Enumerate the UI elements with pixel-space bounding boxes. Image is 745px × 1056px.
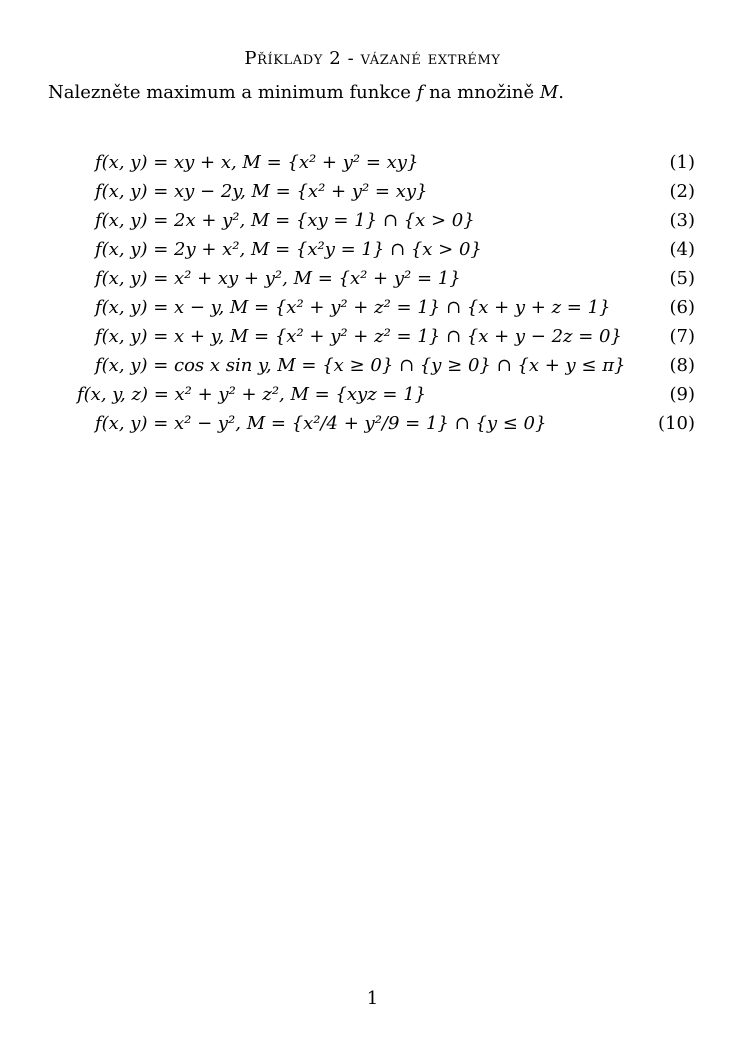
equation-number: (8) — [669, 355, 695, 376]
equation-row — [0, 351, 745, 380]
equation-expression: f(x, y) = x + y, M = {x² + y² + z² = 1} ∩ {x + y − 2z = 0} — [95, 326, 622, 347]
equation-row — [0, 380, 745, 409]
equation-number: (9) — [669, 384, 695, 405]
intro-text-before: Nalezněte maximum a minimum funkce — [48, 82, 417, 103]
intro-var-f: f — [416, 82, 424, 103]
equation-number: (6) — [669, 297, 695, 318]
equation-expression: f(x, y) = 2x + y², M = {xy = 1} ∩ {x > 0} — [95, 210, 475, 231]
equation-row — [0, 409, 745, 438]
document-title: Příklady 2 - vázané extrémy — [244, 48, 501, 69]
page-number: 1 — [366, 988, 379, 1009]
equation-row — [0, 264, 745, 293]
equation-list — [0, 148, 745, 438]
equation-row — [0, 148, 745, 177]
equation-row — [0, 206, 745, 235]
equation-expression: f(x, y) = x² − y², M = {x²/4 + y²/9 = 1} ∩ {y ≤ 0} — [95, 413, 547, 434]
equation-number: (3) — [669, 210, 695, 231]
equation-expression: f(x, y) = x − y, M = {x² + y² + z² = 1} ∩ {x + y + z = 1} — [95, 297, 611, 318]
equation-row — [0, 293, 745, 322]
equation-expression: f(x, y) = xy + x, M = {x² + y² = xy} — [95, 152, 419, 173]
equation-row — [0, 177, 745, 206]
intro-var-m: M — [539, 82, 559, 103]
equation-number: (5) — [669, 268, 695, 289]
intro-sentence — [48, 82, 564, 103]
equation-number: (10) — [658, 413, 695, 434]
equation-row — [0, 235, 745, 264]
equation-number: (4) — [669, 239, 695, 260]
equation-expression: f(x, y) = xy − 2y, M = {x² + y² = xy} — [95, 181, 428, 202]
equation-expression: f(x, y) = 2y + x², M = {x²y = 1} ∩ {x > 0} — [95, 239, 482, 260]
equation-row — [0, 322, 745, 351]
intro-text-after: . — [558, 82, 565, 103]
intro-text-middle: na množině — [423, 82, 540, 103]
equation-expression: f(x, y) = cos x sin y, M = {x ≥ 0} ∩ {y ≥ 0} ∩ {x + y ≤ π} — [95, 355, 626, 376]
equation-number: (2) — [669, 181, 695, 202]
equation-number: (7) — [669, 326, 695, 347]
equation-expression: f(x, y, z) = x² + y² + z², M = {xyz = 1} — [77, 384, 427, 405]
equation-number: (1) — [669, 152, 695, 173]
equation-expression: f(x, y) = x² + xy + y², M = {x² + y² = 1} — [95, 268, 461, 289]
